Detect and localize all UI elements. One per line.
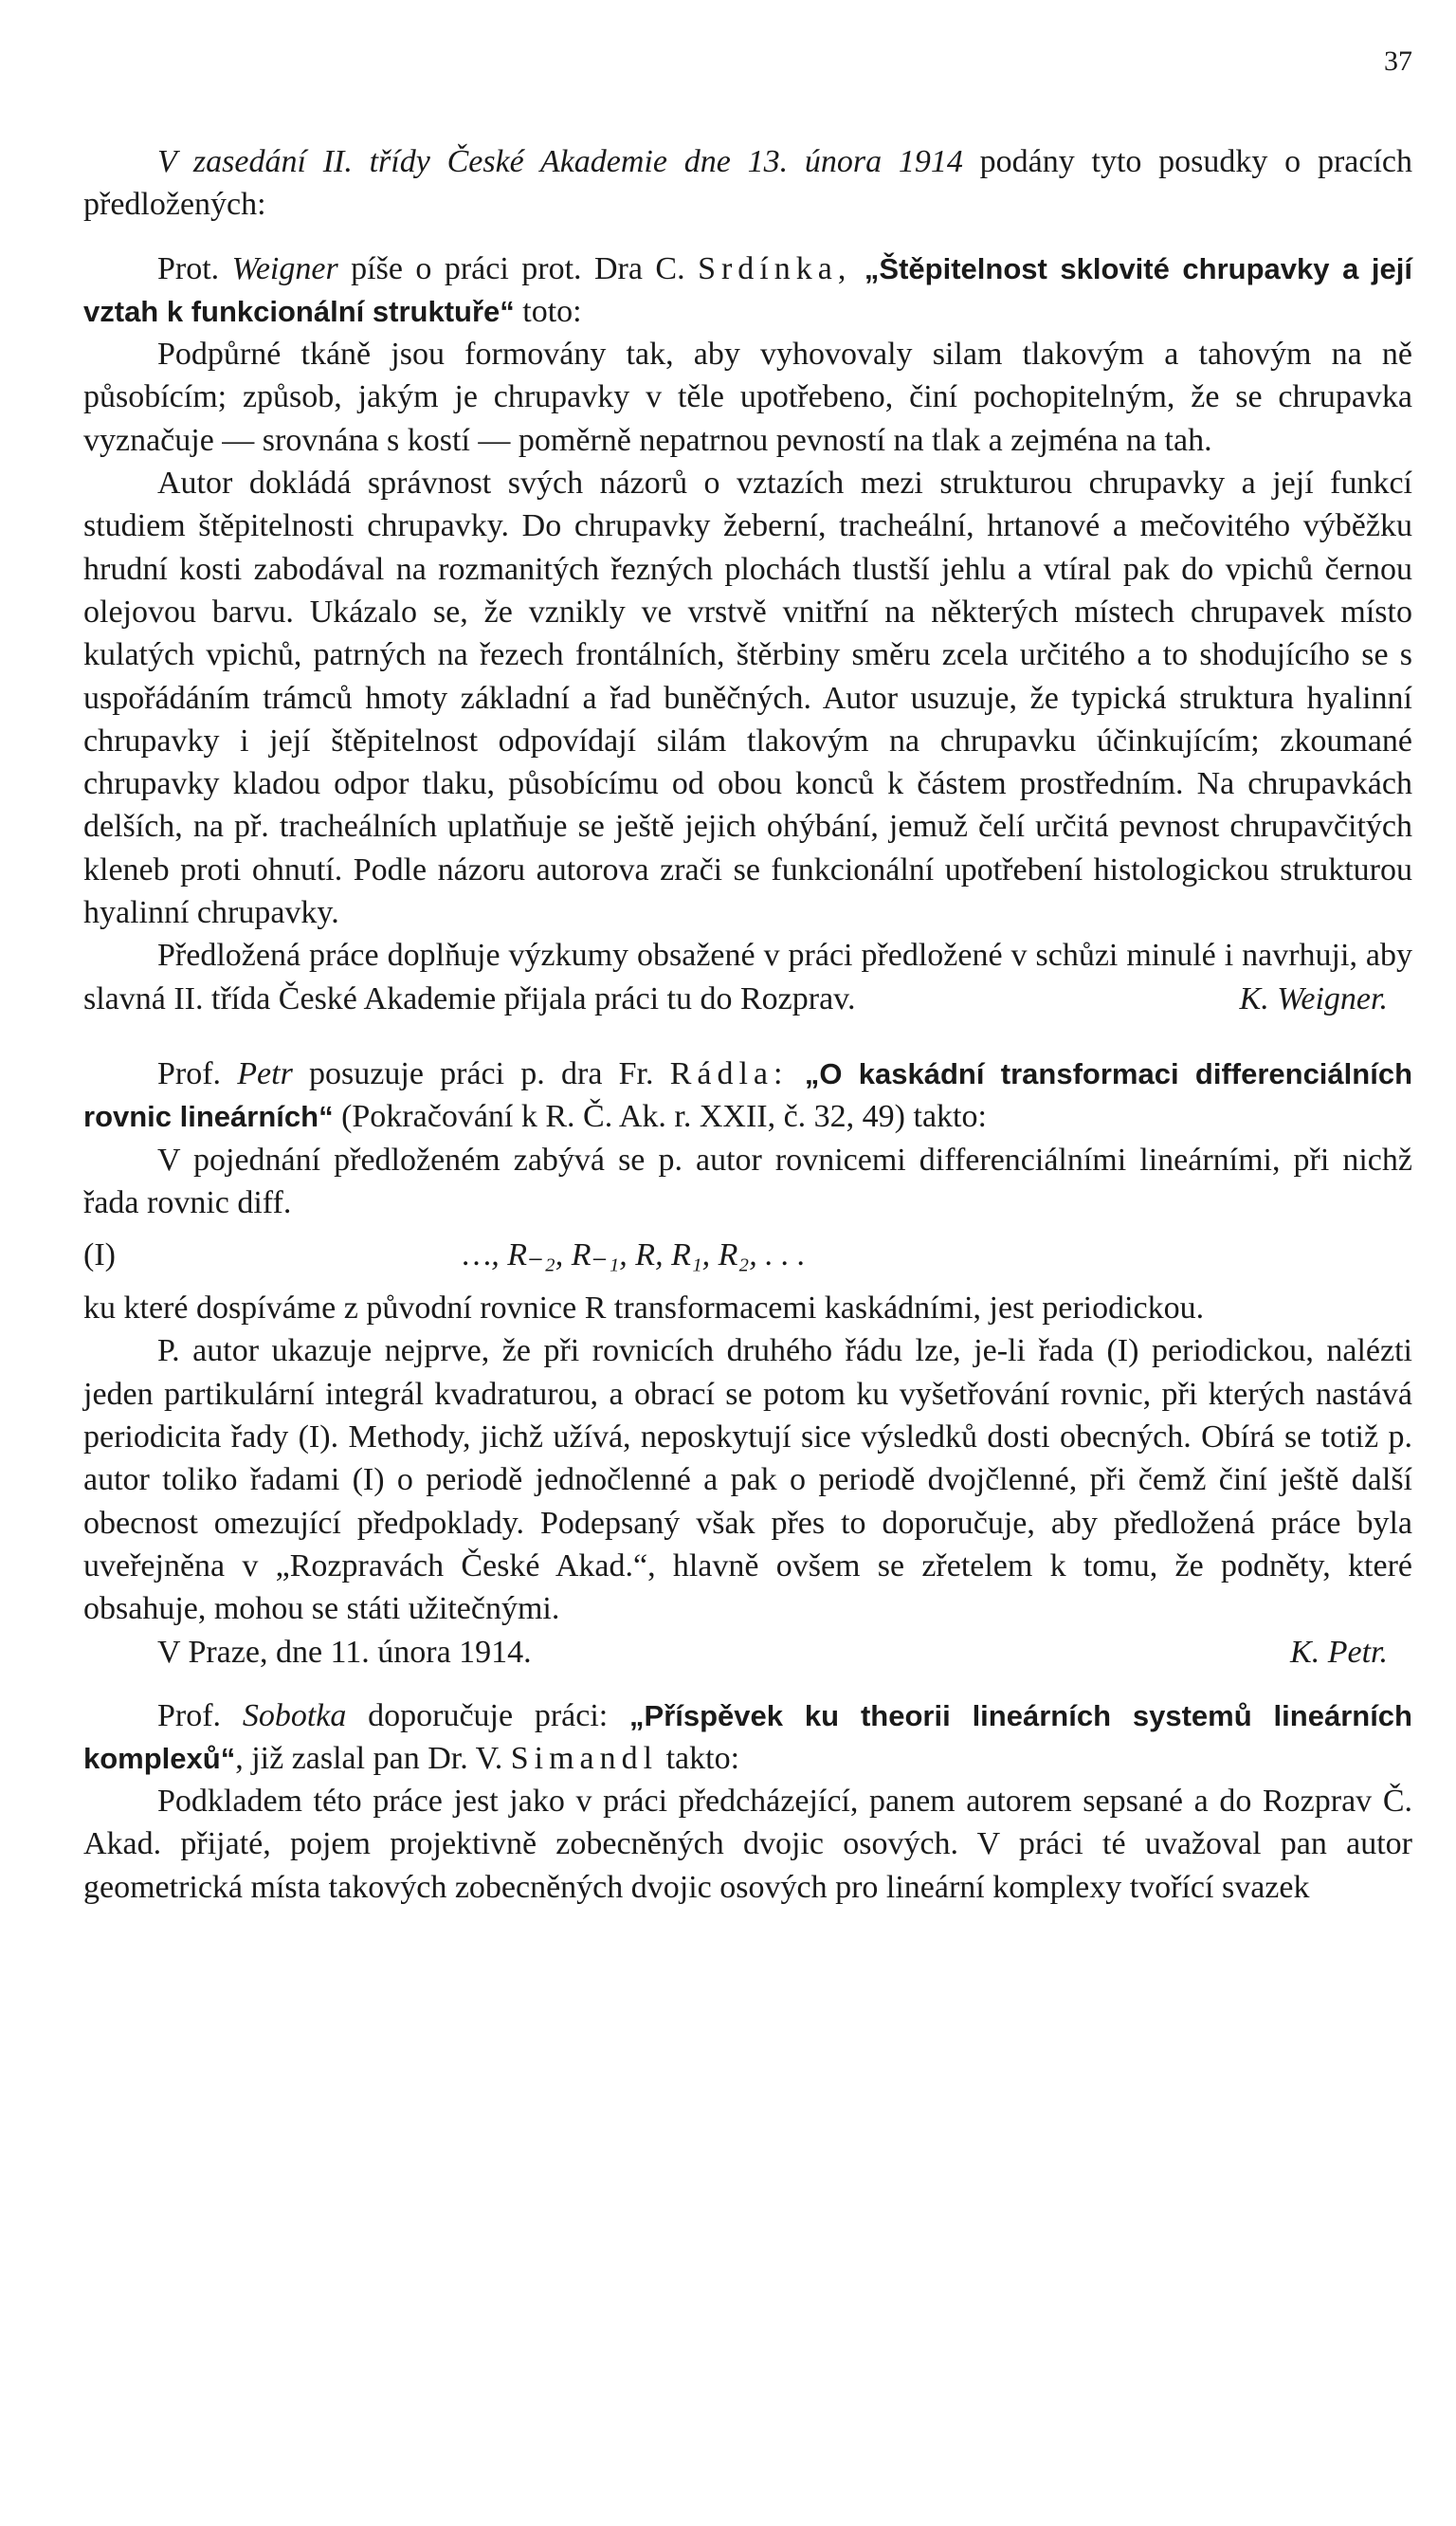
weigner-paragraph-2: Podpůrné tkáně jsou formovány tak, aby vyhovovaly silam tlakovým a tahovým na ně působícím; způsob, jakým je chrupavky v těle upotřebeno, činí pochopitelným, že se chrupavka vyznačuje — srovnána s kostí — poměrně nepatrnou pevností na tlak a zejména na tah. [83,337,1412,458]
reviewer-name: Petr [237,1055,293,1091]
author-name: Srdínka, [698,250,852,286]
author-name: Simandl [510,1740,659,1776]
signature: K. Weigner. [1239,980,1388,1016]
weigner-suffix: toto: [514,293,582,329]
petr-mid: posuzuje práci p. dra Fr. [292,1055,670,1091]
signature: K. Petr. [1290,1634,1388,1670]
equation-number: (I) [83,1237,116,1273]
sobotka-prefix: Prof. [157,1697,243,1733]
equation: …, R₋₂, R₋₁, R, R₁, R₂, . . . [463,1237,806,1273]
petr-date-line [83,1631,1412,1674]
date: V Praze, dne 11. února 1914. [157,1634,532,1670]
sobotka-report-heading [83,1694,1412,1781]
weigner-p4-text: Předložená práce doplňuje výzkumy obsažené v práci předložené v schůzi minulé i navrhuji, aby slavná II. třída České Akademie přijala práci tu do Rozprav. [83,938,1412,1016]
petr-suffix: (Pokračování k R. Č. Ak. r. XXII, č. 32, 49) takto: [333,1099,987,1135]
weigner-prefix: Prot. [157,250,232,286]
weigner-paragraph-3: Autor dokládá správnost svých názorů o vztazích mezi strukturou chrupavky a její funkcí studiem štěpitelnosti chrupavky. Do chrupavky žeberní, tracheální, hrtanové a mečovitého výběžku hrudní kosti zabodával na rozmanitých řezných plochách tlustší jehlu a vtíral pak do vpichů černou olejovou barvu. Ukázalo se, že vznikly ve vrstvě vnitřní na některých místech chrupavek místo kulatých vpichů, patrných na řezech frontálních, štěrbiny směru zcela určitého a to shodujícího se s uspořádáním trámců hmoty základní a řad buněčných. Autor usuzuje, že typická struktura hyalinní chrupavky i její štěpitelnost odpovídají silám tlakovým na chrupavku účinkujícím; zkoumané chrupavky kladou odpor tlaku, působícímu od obou konců k částem prostředním. Na chrupavkách delších, na př. tracheálních uplatňuje se ještě jejich ohýbání, jemuž čelí určitá pevnost chrupavčitých kleneb proti ohnutí. Podle názoru autorova zrači se funkcionální upotřebení histologickou strukturou hyalinní chrupavky. [83,466,1412,931]
text-column [83,140,1412,1909]
weigner-report-heading [83,247,1412,334]
reviewer-name: Sobotka [242,1697,347,1733]
petr-prefix: Prof. [157,1055,238,1091]
weigner-paragraph-4 [83,934,1412,1020]
petr-paragraph-3: ku které dospíváme z původní rovnice R transformacemi kaskádními, jest periodickou. [83,1290,1205,1327]
author-name: Rádla: [669,1055,789,1091]
equation-block [83,1224,1412,1287]
sobotka-mid2: , již zaslal pan Dr. V. [235,1740,511,1776]
sobotka-paragraph-2: Podkladem této práce jest jako v práci předcházející, panem autorem sepsané a do Rozprav Č. Akad. přijaté, pojem projektivně zobecněných dvojic osových. V práci té uvažoval pan autor geometrická místa takových zobecněných dvojic osových pro lineární komplexy tvořící svazek [83,1784,1412,1905]
page-number: 37 [1384,46,1412,77]
intro-italic: V zasedání II. třídy České Akademie dne 13. února 1914 [157,144,963,179]
work-title: „O kaskádní transformaci differenciálních rovnic lineárních“ [83,1056,1413,1134]
petr-paragraph-2: V pojednání předloženém zabývá se p. autor rovnicemi differenciálními lineárními, při nichž řada rovnic diff. [83,1142,1412,1220]
intro-paragraph [83,140,1412,227]
weigner-mid: píše o práci prot. Dra C. [337,250,699,286]
sobotka-mid: doporučuje práci: [346,1697,630,1733]
reviewer-name: Weigner [231,250,338,286]
work-title: „Štěpitelnost sklovité chrupavky a její vztah k funkcionální struktuře“ [83,251,1412,328]
intro-rest: podány tyto posudky o pracích předložených: [83,144,1412,223]
work-title: „Příspěvek ku theorii lineárních systemů lineárních komplexů“ [83,1698,1412,1775]
petr-report-heading [83,1052,1412,1139]
sobotka-suffix: takto: [658,1740,740,1776]
petr-paragraph-4: P. autor ukazuje nejprve, že při rovnicích druhého řádu lze, je-li řada (I) periodickou, nalézti jeden partikulární integrál kvadraturou, a obrací se potom ku vyšetřování rovnic, při kterých nastává periodicita řady (I). Methody, jichž užívá, neposkytují sice výsledků dosti obecných. Obírá se totiž p. autor toliko řadami (I) o periodě jednočlenné a pak o periodě dvojčlenné, při čemž činí ještě další obecnost omezující předpoklady. Podepsaný však přes to doporučuje, aby předložená práce byla uveřejněna v „Rozpravách České Akad.“, hlavně ovšem se zřetelem k tomu, že podněty, které obsahuje, mohou se státi užitečnými. [83,1333,1412,1627]
